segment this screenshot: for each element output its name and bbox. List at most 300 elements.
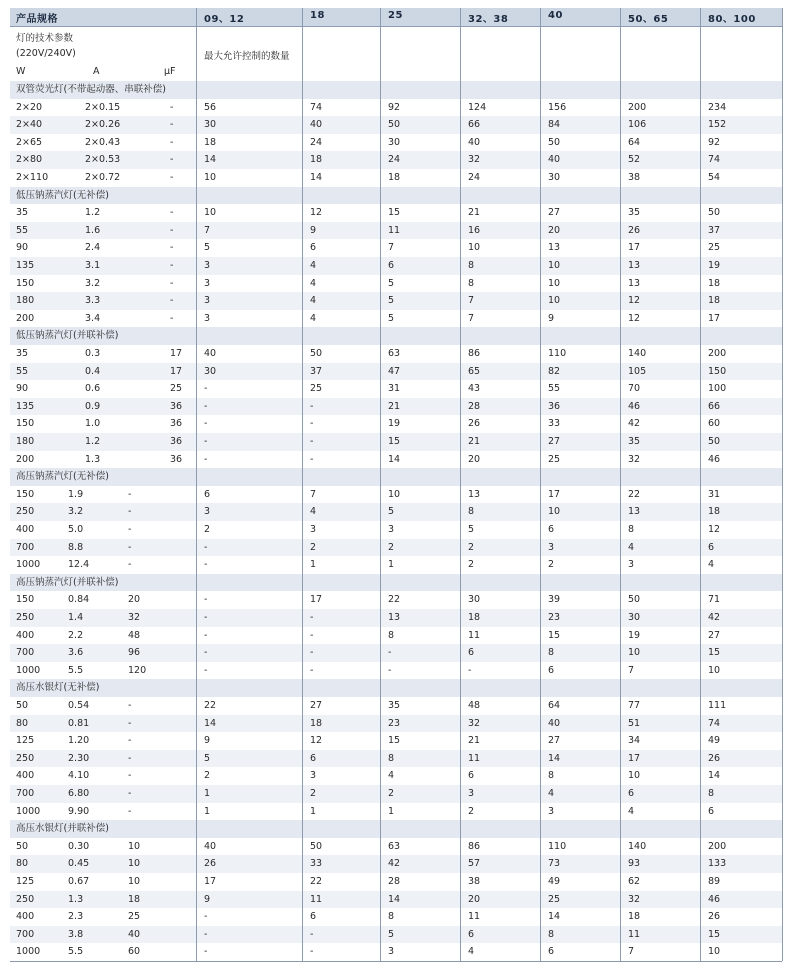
cell-max-count: 50 xyxy=(628,594,641,606)
cell-max-count: 35 xyxy=(388,700,401,711)
cell-max-count: 7 xyxy=(468,312,475,324)
cell-max-count: 8 xyxy=(468,260,475,271)
cell-max-count: 3 xyxy=(628,559,635,571)
cell-max-count: 18 xyxy=(708,506,721,518)
table-row xyxy=(10,275,782,293)
cell-max-count: 51 xyxy=(628,717,641,729)
cell-max-count: 20 xyxy=(468,453,481,465)
cell-max-count: 3 xyxy=(310,524,317,535)
cell-max-count: - xyxy=(310,418,314,430)
section-title: 低压钠蒸汽灯(无补偿) xyxy=(16,189,109,201)
cell-capacitance: 18 xyxy=(128,893,141,905)
cell-max-count: 21 xyxy=(468,207,481,219)
cell-capacitance: - xyxy=(128,735,132,747)
table-row xyxy=(10,239,782,257)
cell-max-count: 15 xyxy=(388,436,401,447)
cell-max-count: 27 xyxy=(548,207,561,219)
cell-max-count: 7 xyxy=(310,488,317,500)
cell-max-count: 3 xyxy=(388,946,395,958)
cell-max-count: 7 xyxy=(468,295,475,307)
cell-max-count: 9 xyxy=(204,893,211,905)
cell-max-count: - xyxy=(310,436,314,447)
table-bottom-rule xyxy=(10,961,782,962)
cell-watt: 200 xyxy=(16,312,35,324)
cell-max-count: 32 xyxy=(628,893,641,905)
cell-amp: 1.3 xyxy=(85,453,101,465)
unit-a-label: A xyxy=(93,66,100,77)
cell-capacitance: - xyxy=(170,260,174,271)
cell-amp: 6.80 xyxy=(68,788,90,799)
column-divider xyxy=(540,8,541,961)
cell-max-count: 6 xyxy=(708,805,715,817)
cell-amp: 3.4 xyxy=(85,312,101,324)
cell-amp: 2.30 xyxy=(68,752,90,764)
table-row xyxy=(10,556,782,574)
cell-max-count: 21 xyxy=(388,400,401,412)
cell-max-count: 27 xyxy=(548,735,561,747)
cell-max-count: 19 xyxy=(708,260,721,271)
cell-max-count: - xyxy=(310,647,314,659)
cell-watt: 250 xyxy=(16,893,35,905)
cell-max-count: 15 xyxy=(708,928,721,940)
cell-max-count: 40 xyxy=(468,136,481,148)
cell-watt: 1000 xyxy=(16,664,41,676)
cell-max-count: 6 xyxy=(204,488,211,500)
cell-max-count: 7 xyxy=(204,224,211,236)
cell-capacitance: - xyxy=(170,154,174,166)
cell-max-count: 4 xyxy=(628,541,635,553)
cell-max-count: 18 xyxy=(708,277,721,289)
cell-max-count: 62 xyxy=(628,876,641,887)
cell-amp: 0.67 xyxy=(68,876,90,887)
cell-watt: 400 xyxy=(16,629,35,641)
table-row xyxy=(10,767,782,785)
cell-max-count: 6 xyxy=(310,242,317,254)
cell-watt: 400 xyxy=(16,911,35,923)
cell-max-count: 19 xyxy=(388,418,401,430)
cell-amp: 2×0.26 xyxy=(85,119,121,131)
cell-max-count: - xyxy=(204,946,208,958)
cell-max-count: 16 xyxy=(468,224,481,236)
cell-max-count: 30 xyxy=(548,172,561,183)
cell-max-count: 64 xyxy=(628,136,641,148)
cell-max-count: - xyxy=(310,453,314,465)
cell-max-count: 6 xyxy=(310,752,317,764)
cell-max-count: 35 xyxy=(628,207,641,219)
table-row xyxy=(10,521,782,539)
cell-amp: 8.8 xyxy=(68,541,84,553)
cell-max-count: 17 xyxy=(628,752,641,764)
cell-max-count: 3 xyxy=(548,541,555,553)
cell-max-count: 40 xyxy=(548,717,561,729)
cell-capacitance: 10 xyxy=(128,876,141,887)
cell-max-count: 26 xyxy=(708,911,721,923)
cell-max-count: 20 xyxy=(548,224,561,236)
cell-capacitance: - xyxy=(128,752,132,764)
cell-max-count: 15 xyxy=(388,207,401,219)
table-row xyxy=(10,292,782,310)
cell-max-count: 26 xyxy=(204,858,217,870)
cell-amp: 5.5 xyxy=(68,664,84,676)
cell-max-count: 5 xyxy=(468,524,475,535)
cell-max-count: 15 xyxy=(708,647,721,659)
cell-max-count: 12 xyxy=(310,735,323,747)
cell-max-count: 63 xyxy=(388,348,401,359)
cell-max-count: 26 xyxy=(708,752,721,764)
cell-amp: 0.81 xyxy=(68,717,90,729)
cell-max-count: 46 xyxy=(628,400,641,412)
cell-max-count: 8 xyxy=(388,752,395,764)
cell-max-count: 50 xyxy=(548,136,561,148)
cell-max-count: 18 xyxy=(204,136,217,148)
cell-max-count: 10 xyxy=(708,664,721,676)
cell-amp: 0.45 xyxy=(68,858,90,870)
cell-capacitance: 10 xyxy=(128,840,141,852)
cell-max-count: 6 xyxy=(548,664,555,676)
unit-uf-label: μF xyxy=(164,66,176,77)
cell-watt: 135 xyxy=(16,400,35,412)
cell-watt: 2×80 xyxy=(16,154,43,166)
cell-max-count: 105 xyxy=(628,365,647,377)
section-title: 双管荧光灯(不带起动器、串联补偿) xyxy=(16,84,166,95)
cell-watt: 35 xyxy=(16,348,29,359)
cell-max-count: 8 xyxy=(468,506,475,518)
cell-max-count: 2 xyxy=(310,788,317,799)
cell-max-count: 6 xyxy=(468,928,475,940)
cell-watt: 150 xyxy=(16,418,35,430)
cell-max-count: 63 xyxy=(388,840,401,852)
cell-max-count: 12 xyxy=(628,295,641,307)
max-count-label: 最大允许控制的数量 xyxy=(204,51,290,62)
cell-watt: 80 xyxy=(16,858,29,870)
cell-max-count: 4 xyxy=(310,312,317,324)
cell-capacitance: - xyxy=(128,700,132,711)
cell-capacitance: - xyxy=(170,242,174,254)
cell-max-count: 111 xyxy=(708,700,727,711)
cell-max-count: 11 xyxy=(388,224,401,236)
cell-max-count: 6 xyxy=(548,524,555,535)
cell-max-count: 2 xyxy=(310,541,317,553)
cell-max-count: 6 xyxy=(388,260,395,271)
unit-w-label: W xyxy=(16,66,26,77)
cell-max-count: 2 xyxy=(204,770,211,782)
cell-max-count: 6 xyxy=(468,647,475,659)
cell-max-count: 6 xyxy=(310,911,317,923)
cell-max-count: 17 xyxy=(708,312,721,324)
cell-max-count: 26 xyxy=(628,224,641,236)
cell-amp: 1.0 xyxy=(85,418,101,430)
cell-max-count: 42 xyxy=(628,418,641,430)
cell-max-count: 11 xyxy=(628,928,641,940)
cell-max-count: 11 xyxy=(468,629,481,641)
cell-max-count: 92 xyxy=(388,101,401,113)
cell-max-count: 23 xyxy=(388,717,401,729)
cell-max-count: 56 xyxy=(204,101,217,113)
cell-max-count: 8 xyxy=(388,629,395,641)
cell-max-count: 13 xyxy=(628,260,641,271)
cell-capacitance: - xyxy=(128,506,132,518)
table-row xyxy=(10,627,782,645)
cell-max-count: 13 xyxy=(628,277,641,289)
cell-max-count: 3 xyxy=(204,312,211,324)
cell-max-count: - xyxy=(468,664,472,676)
cell-watt: 2×20 xyxy=(16,101,43,113)
cell-capacitance: - xyxy=(128,717,132,729)
cell-max-count: 27 xyxy=(548,436,561,447)
column-divider xyxy=(700,8,701,961)
cell-max-count: 8 xyxy=(708,788,715,799)
cell-max-count: 5 xyxy=(388,312,395,324)
cell-capacitance: - xyxy=(128,541,132,553)
cell-max-count: 25 xyxy=(310,383,323,395)
cell-max-count: 234 xyxy=(708,101,727,113)
cell-max-count: 2 xyxy=(468,541,475,553)
cell-max-count: 77 xyxy=(628,700,641,711)
cell-max-count: 37 xyxy=(310,365,323,377)
cell-max-count: 8 xyxy=(388,911,395,923)
cell-max-count: 18 xyxy=(468,612,481,623)
cell-max-count: - xyxy=(310,946,314,958)
cell-max-count: 4 xyxy=(310,260,317,271)
cell-max-count: 10 xyxy=(388,488,401,500)
cell-max-count: 31 xyxy=(708,488,721,500)
cell-max-count: 14 xyxy=(548,911,561,923)
cell-max-count: 71 xyxy=(708,594,721,606)
cell-max-count: - xyxy=(204,400,208,412)
cell-amp: 0.9 xyxy=(85,400,101,412)
cell-max-count: 40 xyxy=(204,840,217,852)
cell-max-count: 17 xyxy=(548,488,561,500)
cell-capacitance: - xyxy=(170,136,174,148)
table-row xyxy=(10,750,782,768)
cell-amp: 5.5 xyxy=(68,946,84,958)
cell-max-count: 32 xyxy=(468,154,481,166)
cell-max-count: 156 xyxy=(548,101,567,113)
cell-max-count: 5 xyxy=(388,928,395,940)
cell-capacitance: 20 xyxy=(128,594,141,606)
cell-max-count: 40 xyxy=(204,348,217,359)
cell-max-count: 33 xyxy=(310,858,323,870)
cell-amp: 3.2 xyxy=(85,277,101,289)
cell-max-count: 13 xyxy=(388,612,401,623)
cell-watt: 1000 xyxy=(16,559,41,571)
cell-max-count: 8 xyxy=(468,277,475,289)
column-header: 25 xyxy=(388,10,403,21)
cell-max-count: 17 xyxy=(310,594,323,606)
cell-amp: 0.84 xyxy=(68,594,90,606)
cell-watt: 250 xyxy=(16,752,35,764)
cell-max-count: 30 xyxy=(204,119,217,131)
cell-max-count: - xyxy=(388,664,392,676)
cell-max-count: 10 xyxy=(548,506,561,518)
cell-max-count: 30 xyxy=(468,594,481,606)
cell-max-count: 42 xyxy=(708,612,721,623)
cell-watt: 125 xyxy=(16,876,35,887)
cell-max-count: 28 xyxy=(468,400,481,412)
cell-capacitance: - xyxy=(170,172,174,183)
cell-max-count: 10 xyxy=(548,295,561,307)
cell-max-count: - xyxy=(204,559,208,571)
cell-max-count: 19 xyxy=(628,629,641,641)
cell-max-count: 6 xyxy=(628,788,635,799)
cell-max-count: 28 xyxy=(388,876,401,887)
cell-max-count: 1 xyxy=(310,559,317,571)
cell-max-count: 110 xyxy=(548,348,567,359)
table-row xyxy=(10,644,782,662)
table-row xyxy=(10,539,782,557)
section-header-row xyxy=(10,679,782,697)
cell-max-count: 4 xyxy=(388,770,395,782)
cell-max-count: 17 xyxy=(204,876,217,887)
cell-watt: 180 xyxy=(16,436,35,447)
cell-amp: 1.20 xyxy=(68,735,90,747)
cell-max-count: 40 xyxy=(310,119,323,131)
cell-max-count: 74 xyxy=(708,154,721,166)
cell-max-count: 52 xyxy=(628,154,641,166)
cell-max-count: 43 xyxy=(468,383,481,395)
cell-max-count: 4 xyxy=(628,805,635,817)
cell-max-count: - xyxy=(310,612,314,623)
cell-max-count: - xyxy=(204,629,208,641)
cell-max-count: 38 xyxy=(628,172,641,183)
cell-max-count: 22 xyxy=(388,594,401,606)
cell-max-count: 9 xyxy=(548,312,555,324)
cell-max-count: 49 xyxy=(708,735,721,747)
section-title: 高压钠蒸汽灯(无补偿) xyxy=(16,471,109,483)
cell-max-count: 12 xyxy=(628,312,641,324)
cell-amp: 1.2 xyxy=(85,436,101,447)
cell-max-count: 86 xyxy=(468,840,481,852)
cell-max-count: 21 xyxy=(468,735,481,747)
cell-capacitance: - xyxy=(170,207,174,219)
cell-max-count: 26 xyxy=(468,418,481,430)
cell-watt: 55 xyxy=(16,224,29,236)
cell-capacitance: - xyxy=(128,770,132,782)
cell-capacitance: - xyxy=(170,119,174,131)
cell-watt: 50 xyxy=(16,840,29,852)
cell-max-count: 35 xyxy=(628,436,641,447)
table-row xyxy=(10,803,782,821)
cell-capacitance: 36 xyxy=(170,400,183,412)
cell-max-count: - xyxy=(310,928,314,940)
cell-amp: 3.3 xyxy=(85,295,101,307)
cell-max-count: 8 xyxy=(548,647,555,659)
cell-max-count: 200 xyxy=(708,348,727,359)
cell-watt: 150 xyxy=(16,277,35,289)
header-title: 产品规格 xyxy=(16,14,58,25)
column-header: 09、12 xyxy=(204,14,245,25)
cell-max-count: 8 xyxy=(628,524,635,535)
cell-capacitance: 25 xyxy=(170,383,183,395)
cell-max-count: 50 xyxy=(708,436,721,447)
cell-max-count: 2 xyxy=(468,805,475,817)
cell-max-count: - xyxy=(204,612,208,623)
cell-watt: 1000 xyxy=(16,805,41,817)
cell-max-count: 30 xyxy=(388,136,401,148)
cell-max-count: 10 xyxy=(204,172,217,183)
cell-max-count: 14 xyxy=(708,770,721,782)
cell-capacitance: 96 xyxy=(128,647,141,659)
cell-capacitance: - xyxy=(128,788,132,799)
cell-max-count: 24 xyxy=(388,154,401,166)
table-row xyxy=(10,908,782,926)
cell-max-count: 13 xyxy=(468,488,481,500)
cell-max-count: 10 xyxy=(548,277,561,289)
cell-watt: 50 xyxy=(16,700,29,711)
table-row xyxy=(10,503,782,521)
column-divider xyxy=(302,8,303,961)
cell-max-count: 7 xyxy=(628,664,635,676)
cell-max-count: 4 xyxy=(310,506,317,518)
cell-max-count: 57 xyxy=(468,858,481,870)
cell-max-count: 10 xyxy=(548,260,561,271)
cell-max-count: 1 xyxy=(204,805,211,817)
section-header-row xyxy=(10,187,782,205)
cell-max-count: 5 xyxy=(204,752,211,764)
cell-max-count: 1 xyxy=(310,805,317,817)
cell-watt: 250 xyxy=(16,506,35,518)
cell-max-count: 4 xyxy=(468,946,475,958)
cell-max-count: 21 xyxy=(468,436,481,447)
cell-amp: 0.54 xyxy=(68,700,90,711)
cell-amp: 9.90 xyxy=(68,805,90,817)
cell-capacitance: 40 xyxy=(128,928,141,940)
cell-max-count: 5 xyxy=(388,295,395,307)
cell-capacitance: - xyxy=(128,524,132,535)
cell-max-count: 24 xyxy=(468,172,481,183)
column-divider xyxy=(460,8,461,961)
cell-max-count: - xyxy=(310,400,314,412)
cell-watt: 135 xyxy=(16,260,35,271)
cell-max-count: 46 xyxy=(708,893,721,905)
cell-watt: 700 xyxy=(16,928,35,940)
cell-max-count: 60 xyxy=(708,418,721,430)
cell-max-count: 18 xyxy=(628,911,641,923)
cell-max-count: 14 xyxy=(204,717,217,729)
cell-max-count: 49 xyxy=(548,876,561,887)
cell-max-count: 82 xyxy=(548,365,561,377)
cell-watt: 55 xyxy=(16,365,29,377)
cell-max-count: 20 xyxy=(468,893,481,905)
cell-amp: 12.4 xyxy=(68,559,90,571)
cell-watt: 150 xyxy=(16,488,35,500)
cell-max-count: 50 xyxy=(310,840,323,852)
cell-max-count: 34 xyxy=(628,735,641,747)
cell-max-count: 3 xyxy=(204,260,211,271)
cell-capacitance: - xyxy=(170,312,174,324)
cell-max-count: 46 xyxy=(708,453,721,465)
cell-capacitance: 32 xyxy=(128,612,141,623)
cell-max-count: - xyxy=(204,911,208,923)
cell-max-count: 9 xyxy=(204,735,211,747)
cell-amp: 0.4 xyxy=(85,365,101,377)
cell-max-count: 18 xyxy=(388,172,401,183)
cell-max-count: 10 xyxy=(204,207,217,219)
cell-max-count: 11 xyxy=(468,752,481,764)
cell-capacitance: - xyxy=(128,559,132,571)
cell-max-count: 22 xyxy=(204,700,217,711)
cell-max-count: 10 xyxy=(708,946,721,958)
cell-max-count: - xyxy=(310,629,314,641)
cell-watt: 700 xyxy=(16,788,35,799)
column-header: 18 xyxy=(310,10,325,21)
cell-capacitance: 17 xyxy=(170,365,183,377)
cell-max-count: 14 xyxy=(388,453,401,465)
cell-max-count: 3 xyxy=(388,524,395,535)
cell-max-count: 18 xyxy=(310,154,323,166)
cell-amp: 1.9 xyxy=(68,488,84,500)
table-row xyxy=(10,310,782,328)
